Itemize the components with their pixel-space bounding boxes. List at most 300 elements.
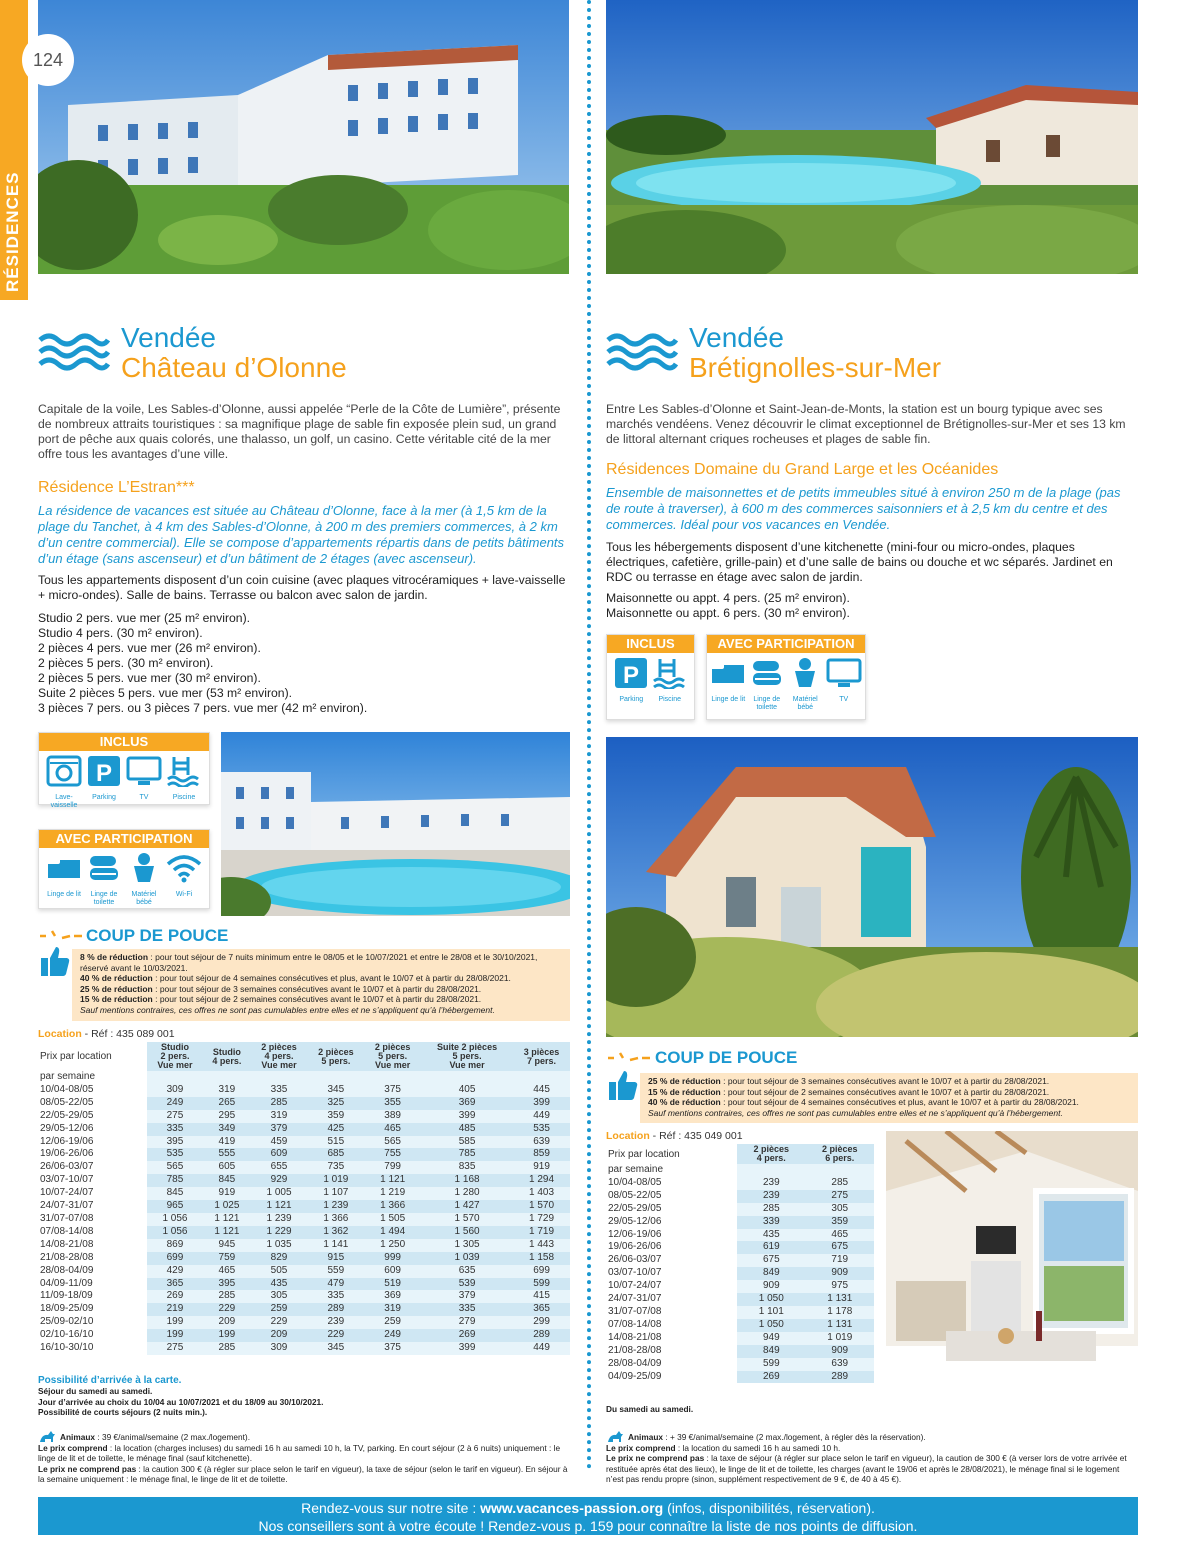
period-cell: 07/08-14/08 xyxy=(606,1319,737,1332)
bed-linen-icon xyxy=(46,852,82,884)
period-cell: 24/07-31/07 xyxy=(606,1293,737,1306)
unit-item: Studio 4 pers. (30 m² environ). xyxy=(38,626,203,640)
price-cell: 379 xyxy=(251,1123,308,1136)
price-cell: 279 xyxy=(421,1316,513,1329)
period-cell: 12/06-19/06 xyxy=(606,1229,737,1242)
column-header: Prix par location xyxy=(606,1144,737,1164)
price-cell: 829 xyxy=(251,1252,308,1265)
price-cell: 1 570 xyxy=(513,1200,570,1213)
column-header: Suite 2 pièces 5 pers. Vue mer xyxy=(421,1042,513,1071)
empty-cell xyxy=(806,1164,874,1177)
section-tab-label xyxy=(3,268,23,292)
amenity-baby: Matériel bébé xyxy=(125,852,163,907)
interior-photo xyxy=(886,1131,1138,1416)
price-cell: 1 427 xyxy=(421,1200,513,1213)
price-cell: 1 366 xyxy=(307,1213,364,1226)
period-cell: 29/05-12/06 xyxy=(606,1216,737,1229)
price-cell: 1 019 xyxy=(307,1174,364,1187)
price-cell: 305 xyxy=(251,1290,308,1303)
price-cell: 319 xyxy=(203,1084,250,1097)
coup-de-pouce-offers xyxy=(640,1073,1138,1123)
participation-title: AVEC PARTICIPATION xyxy=(39,830,209,848)
table-row xyxy=(606,1319,874,1332)
period-cell: 11/09-18/09 xyxy=(38,1290,147,1303)
price-cell: 349 xyxy=(203,1123,250,1136)
tv-icon xyxy=(826,657,862,689)
price-cell: 365 xyxy=(513,1303,570,1316)
period-label: par semaine xyxy=(38,1071,147,1084)
price-cell: 785 xyxy=(147,1174,203,1187)
price-cell: 1 366 xyxy=(364,1200,421,1213)
price-cell: 845 xyxy=(147,1187,203,1200)
price-cell: 1 019 xyxy=(806,1332,874,1345)
period-cell: 08/05-22/05 xyxy=(606,1190,737,1203)
period-cell: 25/09-02/10 xyxy=(38,1316,147,1329)
price-cell: 735 xyxy=(307,1161,364,1174)
offer-note: Sauf mentions contraires, ces offres ne sont pas cumulables entre elles et ne s’appliquent qu’à l’hébergement. xyxy=(80,1004,495,1015)
price-cell: 909 xyxy=(806,1267,874,1280)
residence-photo-pool xyxy=(606,0,1138,274)
period-cell: 19/06-26/06 xyxy=(38,1148,147,1161)
price-cell: 359 xyxy=(806,1216,874,1229)
column-header: Studio 4 pers. xyxy=(203,1042,250,1071)
parking-icon xyxy=(86,755,122,787)
waves-icon xyxy=(38,332,110,372)
price-cell: 1 131 xyxy=(806,1293,874,1306)
price-cell: 919 xyxy=(203,1187,250,1200)
amenity-pool: Piscine xyxy=(165,755,203,810)
price-cell: 335 xyxy=(147,1123,203,1136)
table-row xyxy=(38,1187,570,1200)
website-link[interactable]: www.vacances-passion.org xyxy=(480,1500,664,1516)
column-header: 3 pièces 7 pers. xyxy=(513,1042,570,1071)
offer-line: 15 % de réduction : pour tout séjour de 2 semaines consécutives avant le 10/07 et à partir du 28/08/2021. xyxy=(648,1086,1050,1097)
table-row xyxy=(606,1267,874,1280)
column-header: 2 pièces 5 pers. xyxy=(307,1042,364,1071)
destination-intro: Entre Les Sables-d’Olonne et Saint-Jean-de-Monts, la station est un bourg typique avec ses marchés vendéens. Venez découvrir le climat exceptionnel de Brétignolles-sur-Mer et ses 13 km de littoral alternant criques rocheuses et plages de sable fin. xyxy=(606,402,1126,446)
price-cell: 849 xyxy=(737,1267,805,1280)
table-row xyxy=(38,1329,570,1342)
price-cell: 429 xyxy=(147,1265,203,1278)
price-cell: 419 xyxy=(203,1136,250,1149)
price-cell: 379 xyxy=(421,1290,513,1303)
arrival-line: Du samedi au samedi. xyxy=(606,1404,694,1414)
participation-title: AVEC PARTICIPATION xyxy=(707,635,865,653)
price-cell: 1 121 xyxy=(203,1226,250,1239)
price-cell: 1 729 xyxy=(513,1213,570,1226)
residence-name: Résidence L’Estran*** xyxy=(38,479,195,496)
price-cell: 565 xyxy=(364,1136,421,1149)
price-cell: 1 219 xyxy=(364,1187,421,1200)
table-row xyxy=(38,1084,570,1097)
price-cell: 249 xyxy=(147,1097,203,1110)
unit-item: 2 pièces 4 pers. vue mer (26 m² environ). xyxy=(38,641,261,655)
price-cell: 209 xyxy=(251,1329,308,1342)
svg-text:P: P xyxy=(95,760,113,787)
price-cell: 515 xyxy=(307,1136,364,1149)
period-cell: 18/09-25/09 xyxy=(38,1303,147,1316)
footer-line-1: Rendez-vous sur notre site : www.vacances-passion.org (infos, disponibilités, réservation). xyxy=(301,1500,875,1516)
empty-cell xyxy=(203,1071,250,1084)
amenity-towel: Linge de toilette xyxy=(85,852,123,907)
offer-line: 40 % de réduction : pour tout séjour de 4 semaines consécutives et plus, avant le 10/07 et à partir du 28/08/2021. xyxy=(648,1097,1079,1107)
price-cell: 539 xyxy=(421,1278,513,1291)
price-cell: 799 xyxy=(364,1161,421,1174)
sparkle-icon xyxy=(38,928,84,944)
table-row xyxy=(38,1252,570,1265)
table-row xyxy=(38,1278,570,1291)
table-row xyxy=(606,1216,874,1229)
price-cell: 909 xyxy=(737,1280,805,1293)
price-cell: 1 178 xyxy=(806,1306,874,1319)
period-cell: 03/07-10/07 xyxy=(38,1174,147,1187)
price-cell: 699 xyxy=(513,1265,570,1278)
unit-item: Maisonnette ou appt. 4 pers. (25 m² environ). xyxy=(606,591,850,605)
left-notes xyxy=(38,1432,570,1485)
thumbs-up-icon xyxy=(606,1068,640,1102)
offer-note: Sauf mentions contraires, ces offres ne sont pas cumulables entre elles et ne s’appliquent qu’à l’hébergement. xyxy=(648,1107,1063,1118)
price-cell: 399 xyxy=(421,1110,513,1123)
tv-icon xyxy=(126,755,162,787)
price-cell: 929 xyxy=(251,1174,308,1187)
offer-line: 15 % de réduction : pour tout séjour de 2 semaines consécutives avant le 10/07 et à partir du 28/08/2021. xyxy=(80,994,482,1004)
footer-line-2: Nos conseillers sont à votre écoute ! Rendez-vous p. 159 pour connaître la liste de nos points de diffusion. xyxy=(258,1518,918,1534)
table-row xyxy=(38,1161,570,1174)
price-cell: 449 xyxy=(513,1110,570,1123)
price-cell: 275 xyxy=(147,1342,203,1355)
column-header: Studio 2 pers. Vue mer xyxy=(147,1042,203,1071)
column-header: 2 pièces 4 pers. xyxy=(737,1144,805,1164)
price-table xyxy=(38,1042,570,1355)
note-line: Le prix ne comprend pas : la caution 300 € (à régler sur place selon le tarif en vigueur), la taxe de séjour (selon le tarif en vigueur). En séjour à la semaine uniquement : le ménage final, le linge de lit et de toilette. xyxy=(38,1463,568,1484)
table-subheader-row xyxy=(38,1071,570,1084)
price-cell: 465 xyxy=(806,1229,874,1242)
price-cell: 755 xyxy=(364,1148,421,1161)
price-cell: 535 xyxy=(147,1148,203,1161)
included-amenities xyxy=(606,634,695,720)
included-amenities xyxy=(38,732,210,809)
price-cell: 1 239 xyxy=(307,1200,364,1213)
amenity-tv: TV xyxy=(825,657,864,712)
residence-name: Résidences Domaine du Grand Large et les Océanides xyxy=(606,461,999,478)
price-cell: 519 xyxy=(364,1278,421,1291)
price-cell: 389 xyxy=(364,1110,421,1123)
period-cell: 24/07-31/07 xyxy=(38,1200,147,1213)
price-cell: 425 xyxy=(307,1123,364,1136)
price-cell: 1 035 xyxy=(251,1239,308,1252)
table-row xyxy=(38,1342,570,1355)
table-row xyxy=(606,1280,874,1293)
price-cell: 949 xyxy=(737,1332,805,1345)
unit-list xyxy=(606,591,1126,621)
price-cell: 1 239 xyxy=(251,1213,308,1226)
period-label: par semaine xyxy=(606,1164,737,1177)
towel-icon xyxy=(749,657,785,689)
column-header: 2 pièces 5 pers. Vue mer xyxy=(364,1042,421,1071)
price-cell: 559 xyxy=(307,1265,364,1278)
period-cell: 04/09-25/09 xyxy=(606,1371,737,1384)
offer-line: 25 % de réduction : pour tout séjour de 3 semaines consécutives avant le 10/07 et à partir du 28/08/2021. xyxy=(80,983,482,994)
price-cell: 289 xyxy=(307,1303,364,1316)
amenity-pool: Piscine xyxy=(652,657,689,704)
table-header-row xyxy=(606,1144,874,1164)
period-cell: 26/06-03/07 xyxy=(38,1161,147,1174)
table-header-row xyxy=(38,1042,570,1071)
price-cell: 1 494 xyxy=(364,1226,421,1239)
price-cell: 609 xyxy=(364,1265,421,1278)
period-cell: 10/07-24/07 xyxy=(606,1280,737,1293)
price-cell: 1 403 xyxy=(513,1187,570,1200)
amenity-dishwasher: Lave-vaisselle xyxy=(45,755,83,810)
baby-icon xyxy=(787,657,823,689)
table-row xyxy=(38,1239,570,1252)
table-row xyxy=(606,1229,874,1242)
table-row xyxy=(606,1306,874,1319)
sparkle-icon xyxy=(606,1050,652,1066)
unit-list xyxy=(38,611,558,716)
price-cell: 1 107 xyxy=(307,1187,364,1200)
price-cell: 449 xyxy=(513,1342,570,1355)
price-cell: 415 xyxy=(513,1290,570,1303)
location-reference: Location - Réf : 435 089 001 xyxy=(38,1028,175,1040)
table-row xyxy=(38,1123,570,1136)
period-cell: 10/07-24/07 xyxy=(38,1187,147,1200)
price-cell: 459 xyxy=(251,1136,308,1149)
price-cell: 1 168 xyxy=(421,1174,513,1187)
price-cell: 289 xyxy=(513,1329,570,1342)
empty-cell xyxy=(307,1071,364,1084)
price-cell: 999 xyxy=(364,1252,421,1265)
price-cell: 285 xyxy=(251,1097,308,1110)
price-cell: 345 xyxy=(307,1342,364,1355)
price-cell: 359 xyxy=(307,1110,364,1123)
offer-line: 25 % de réduction : pour tout séjour de 3 semaines consécutives avant le 10/07 et à partir du 28/08/2021. xyxy=(648,1076,1050,1086)
note-line: Animaux : + 39 €/animal/semaine (2 max./logement, à régler dès la réservation). xyxy=(628,1432,926,1442)
price-cell: 285 xyxy=(203,1342,250,1355)
baby-icon xyxy=(126,852,162,884)
period-cell: 31/07-07/08 xyxy=(38,1213,147,1226)
price-cell: 699 xyxy=(147,1252,203,1265)
period-cell: 16/10-30/10 xyxy=(38,1342,147,1355)
period-cell: 08/05-22/05 xyxy=(38,1097,147,1110)
empty-cell xyxy=(421,1071,513,1084)
price-cell: 369 xyxy=(421,1097,513,1110)
amenity-tv: TV xyxy=(125,755,163,810)
offer-line: 8 % de réduction : pour tout séjour de 7 nuits minimum entre le 08/05 et le 10/07/2021 et entre le 28/08 et le 30/10/2021, réservé avant le 10/03/2021. xyxy=(80,952,538,973)
price-cell: 1 362 xyxy=(307,1226,364,1239)
region-title: Vendée xyxy=(689,322,784,353)
price-cell: 1 294 xyxy=(513,1174,570,1187)
price-cell: 655 xyxy=(251,1161,308,1174)
table-subheader-row xyxy=(606,1164,874,1177)
price-cell: 675 xyxy=(806,1241,874,1254)
location-reference: Location - Réf : 435 049 001 xyxy=(606,1130,743,1142)
empty-cell xyxy=(513,1071,570,1084)
price-cell: 435 xyxy=(737,1229,805,1242)
price-cell: 585 xyxy=(421,1136,513,1149)
arrival-line: Séjour du samedi au samedi. xyxy=(38,1386,153,1396)
period-cell: 14/08-21/08 xyxy=(606,1332,737,1345)
price-cell: 309 xyxy=(147,1084,203,1097)
price-table xyxy=(606,1144,874,1383)
unit-item: Suite 2 pièces 5 pers. vue mer (53 m² environ). xyxy=(38,686,293,700)
price-cell: 209 xyxy=(203,1316,250,1329)
price-cell: 1 719 xyxy=(513,1226,570,1239)
coup-de-pouce-title: COUP DE POUCE xyxy=(86,926,229,945)
price-cell: 565 xyxy=(147,1161,203,1174)
table-row xyxy=(38,1200,570,1213)
price-cell: 1 121 xyxy=(203,1213,250,1226)
thumbs-up-icon xyxy=(38,944,72,978)
column-header: 2 pièces 4 pers. Vue mer xyxy=(251,1042,308,1071)
price-cell: 285 xyxy=(737,1203,805,1216)
price-cell: 269 xyxy=(421,1329,513,1342)
price-cell: 639 xyxy=(806,1358,874,1371)
price-cell: 465 xyxy=(364,1123,421,1136)
price-cell: 599 xyxy=(513,1278,570,1291)
price-cell: 835 xyxy=(421,1161,513,1174)
period-cell: 22/05-29/05 xyxy=(606,1203,737,1216)
amenity-bed-linen: Linge de lit xyxy=(45,852,83,907)
table-row xyxy=(38,1110,570,1123)
price-cell: 605 xyxy=(203,1161,250,1174)
svg-text:P: P xyxy=(623,662,640,689)
price-cell: 399 xyxy=(421,1342,513,1355)
price-cell: 555 xyxy=(203,1148,250,1161)
parking-icon xyxy=(613,657,649,689)
period-cell: 07/08-14/08 xyxy=(38,1226,147,1239)
table-row xyxy=(38,1136,570,1149)
price-cell: 1 443 xyxy=(513,1239,570,1252)
table-row xyxy=(606,1332,874,1345)
price-cell: 635 xyxy=(421,1265,513,1278)
price-cell: 465 xyxy=(203,1265,250,1278)
price-cell: 485 xyxy=(421,1123,513,1136)
table-row xyxy=(606,1190,874,1203)
price-cell: 919 xyxy=(513,1161,570,1174)
price-cell: 1 121 xyxy=(364,1174,421,1187)
table-row xyxy=(606,1358,874,1371)
column-divider xyxy=(587,0,591,1470)
table-row xyxy=(606,1254,874,1267)
period-cell: 22/05-29/05 xyxy=(38,1110,147,1123)
price-cell: 1 141 xyxy=(307,1239,364,1252)
arrival-info xyxy=(38,1375,568,1418)
note-line: Le prix comprend : la location (charges incluses) du samedi 16 h au samedi 10 h, la TV, parking. En court séjour (2 à 6 nuits) uniquement : le linge de lit et de toilette, le ménage final (sauf kitchenette). xyxy=(38,1442,561,1463)
city-title: Brétignolles-sur-Mer xyxy=(689,352,942,383)
pool-icon xyxy=(652,657,688,689)
price-cell: 859 xyxy=(513,1148,570,1161)
price-cell: 199 xyxy=(147,1329,203,1342)
right-notes xyxy=(606,1432,1138,1485)
price-cell: 199 xyxy=(203,1329,250,1342)
equipment-text: Tous les hébergements disposent d’une kitchenette (mini-four ou micro-ondes, plaques électriques, cafetière, grille-pain) et d’une salle de bains ou douche et wc séparés. Jardinet en RDC ou terrasse en étage avec salon de jardin. xyxy=(606,540,1113,584)
price-cell: 239 xyxy=(737,1190,805,1203)
price-cell: 1 050 xyxy=(737,1319,805,1332)
note-line: Animaux : 39 €/animal/semaine (2 max./logement). xyxy=(60,1432,250,1442)
price-cell: 345 xyxy=(307,1084,364,1097)
arrival-line: Jour d’arrivée au choix du 10/04 au 10/07/2021 et du 18/09 au 30/10/2021. xyxy=(38,1396,324,1407)
price-cell: 1 025 xyxy=(203,1200,250,1213)
table-row xyxy=(38,1226,570,1239)
footer-banner xyxy=(38,1497,1138,1535)
equipment-text: Tous les appartements disposent d’un coin cuisine (avec plaques vitrocéramiques + lave-vaisselle + micro-ondes). Salle de bains. Terrasse ou balcon avec salon de jardin. xyxy=(38,573,566,602)
price-cell: 965 xyxy=(147,1200,203,1213)
empty-cell xyxy=(364,1071,421,1084)
wifi-icon xyxy=(166,852,202,884)
empty-cell xyxy=(251,1071,308,1084)
price-cell: 395 xyxy=(147,1136,203,1149)
period-cell: 21/08-28/08 xyxy=(606,1345,737,1358)
unit-item: 2 pièces 5 pers. vue mer (30 m² environ). xyxy=(38,671,261,685)
residence-photo-house xyxy=(606,737,1138,1037)
price-cell: 199 xyxy=(147,1316,203,1329)
price-cell: 275 xyxy=(806,1190,874,1203)
price-cell: 299 xyxy=(513,1316,570,1329)
price-cell: 259 xyxy=(251,1303,308,1316)
table-row xyxy=(606,1345,874,1358)
price-cell: 285 xyxy=(806,1177,874,1190)
unit-item: 2 pièces 5 pers. (30 m² environ). xyxy=(38,656,214,670)
table-row xyxy=(38,1148,570,1161)
table-row xyxy=(606,1203,874,1216)
price-cell: 1 056 xyxy=(147,1226,203,1239)
price-cell: 445 xyxy=(513,1084,570,1097)
price-cell: 335 xyxy=(307,1290,364,1303)
region-title: Vendée xyxy=(121,322,216,353)
table-row xyxy=(38,1290,570,1303)
note-line: Le prix comprend : la location du samedi 16 h au samedi 10 h. xyxy=(606,1442,841,1453)
price-cell: 685 xyxy=(307,1148,364,1161)
period-cell: 10/04-08/05 xyxy=(38,1084,147,1097)
period-cell: 21/08-28/08 xyxy=(38,1252,147,1265)
period-cell: 12/06-19/06 xyxy=(38,1136,147,1149)
amenity-baby: Matériel bébé xyxy=(786,657,825,712)
price-cell: 399 xyxy=(513,1097,570,1110)
price-cell: 289 xyxy=(806,1371,874,1384)
price-cell: 915 xyxy=(307,1252,364,1265)
included-title: INCLUS xyxy=(607,635,694,653)
price-cell: 219 xyxy=(147,1303,203,1316)
price-cell: 229 xyxy=(203,1303,250,1316)
price-cell: 1 005 xyxy=(251,1187,308,1200)
price-cell: 355 xyxy=(364,1097,421,1110)
dishwasher-icon xyxy=(46,755,82,787)
offer-line: 40 % de réduction : pour tout séjour de 4 semaines consécutives et plus, avant le 10/07 et à partir du 28/08/2021. xyxy=(80,973,511,983)
price-cell: 1 505 xyxy=(364,1213,421,1226)
amenity-towel: Linge de toilette xyxy=(748,657,787,712)
page-number: 124 xyxy=(22,34,74,86)
price-cell: 405 xyxy=(421,1084,513,1097)
price-cell: 265 xyxy=(203,1097,250,1110)
price-cell: 309 xyxy=(251,1342,308,1355)
price-cell: 1 121 xyxy=(251,1200,308,1213)
unit-item: 3 pièces 7 pers. ou 3 pièces 7 pers. vue mer (42 m² environ). xyxy=(38,701,368,715)
residence-description: Ensemble de maisonnettes et de petits immeubles situé à environ 250 m de la plage (pas de route à traverser), à 600 m des commerces saisonniers et à 2,5 km du centre et des commerces. Idéal pour vos vacances en Vendée. xyxy=(606,485,1121,532)
waves-icon xyxy=(606,332,678,372)
table-row xyxy=(38,1316,570,1329)
period-cell: 10/04-08/05 xyxy=(606,1177,737,1190)
price-cell: 869 xyxy=(147,1239,203,1252)
residence-description: La résidence de vacances est située au Château d’Olonne, face à la mer (à 1,5 km de la plage du Tanchet, à 4 km des Sables-d’Olonne, à 200 m des premiers commerces, à 2 km d’un centre commercial). Elle se compose d’appartements répartis dans de petits bâtiments d’un étage (sans ascenseur) et d’un bâtiment de 2 étages (avec ascenseur). xyxy=(38,503,565,566)
residence-photo-estran xyxy=(38,0,569,274)
amenity-parking: P Parking xyxy=(85,755,123,810)
table-row xyxy=(38,1213,570,1226)
table-row xyxy=(38,1097,570,1110)
price-cell: 609 xyxy=(251,1148,308,1161)
amenity-wifi: Wi-Fi xyxy=(165,852,203,907)
period-cell: 31/07-07/08 xyxy=(606,1306,737,1319)
